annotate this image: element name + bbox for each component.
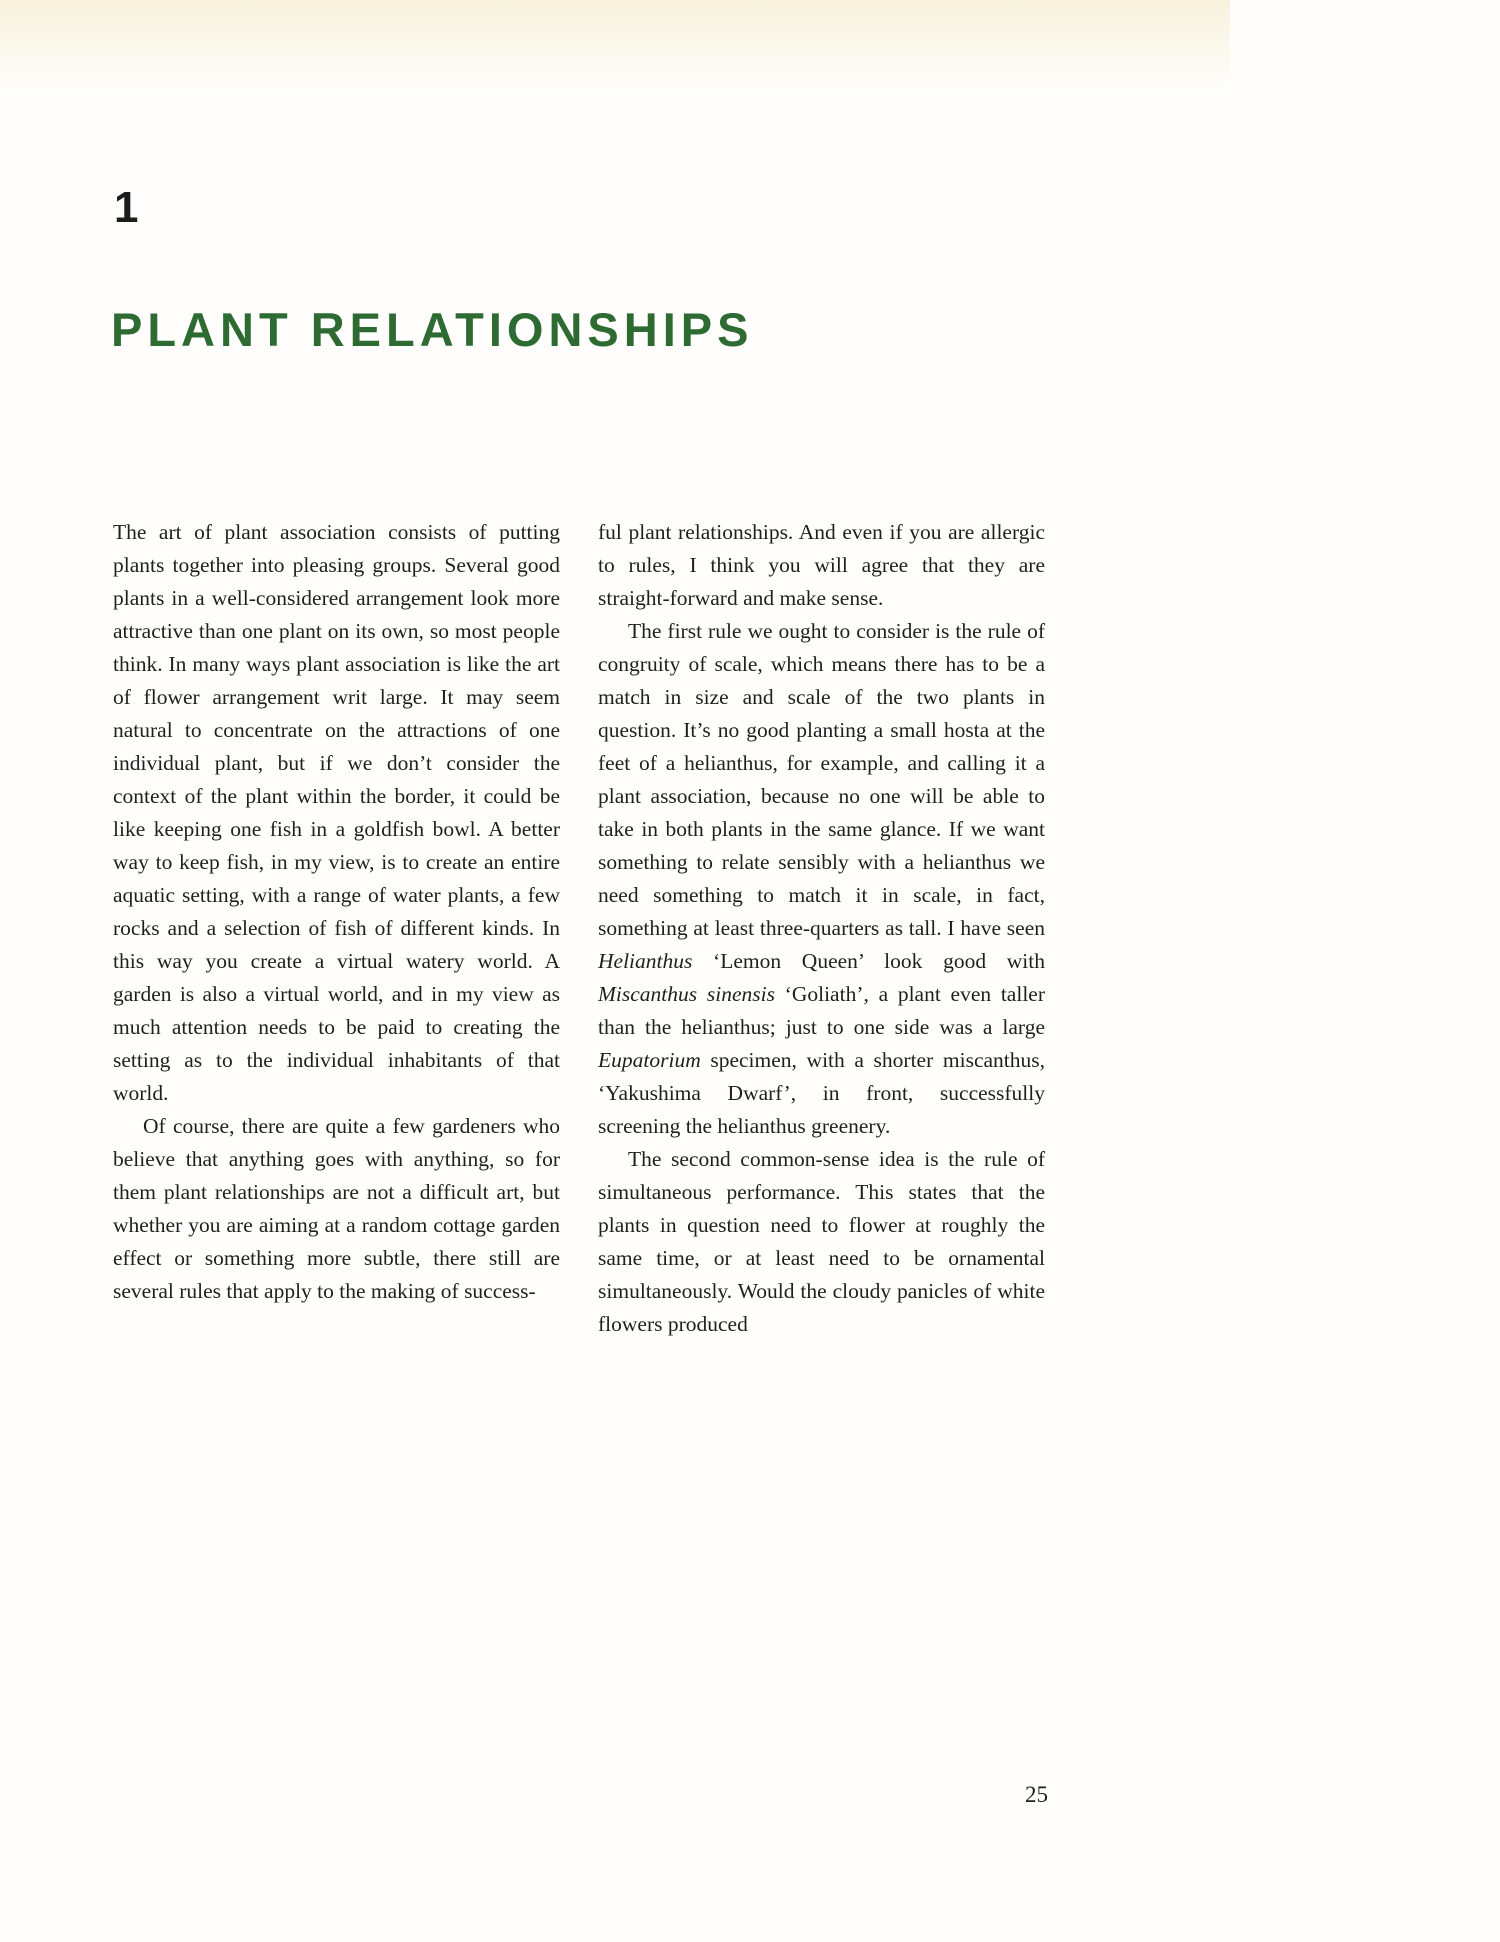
scan-artifact-tint	[0, 0, 1230, 95]
left-column	[113, 516, 560, 1341]
text-run: The art of plant association consists of putting plants together into pleasing groups. Several good plants in a well-considered arrangement look more attractive than one plant on its own, so most people think. In many ways plant association is like the art of flower arrangement writ large. It may seem natural to concentrate on the attractions of one individual plant, but if we don’t consider the context of the plant within the border, it could be like keeping one fish in a goldfish bowl. A better way to keep fish, in my view, is to create an entire aquatic setting, with a range of water plants, a few rocks and a selection of fish of different kinds. In this way you create a virtual watery world. A garden is also a virtual world, and in my view as much attention needs to be paid to creating the setting as to the individual inhabitants of that world.	[113, 520, 560, 1105]
chapter-number: 1	[114, 183, 139, 232]
paragraph	[113, 516, 560, 1110]
text-run: ful plant relationships. And even if you are allergic to rules, I think you will agree that they are straight-forward and make sense.	[598, 520, 1045, 610]
text-run: specimen, with a shorter miscanthus, ‘Yakushima Dwarf’, in front, successfully screening the helianthus greenery.	[598, 1048, 1045, 1138]
body-text	[113, 516, 1045, 1341]
italic-text-run: Eupatorium	[598, 1048, 701, 1072]
paragraph	[113, 1110, 560, 1308]
paragraph	[598, 615, 1045, 1143]
text-run: Of course, there are quite a few gardeners who believe that anything goes with anything, so for them plant relationships are not a difficult art, but whether you are aiming at a random cottage garden effect or something more subtle, there still are several rules that apply to the making of success-	[113, 1114, 560, 1303]
right-column	[598, 516, 1045, 1341]
italic-text-run: Miscanthus sinensis	[598, 982, 775, 1006]
text-run: The second common-sense idea is the rule of simultaneous performance. This states that the plants in question need to flower at roughly the same time, or at least need to be ornamental simultaneously. Would the cloudy panicles of white flowers produced	[598, 1147, 1045, 1336]
text-run: ‘Lemon Queen’ look good with	[692, 949, 1045, 973]
italic-text-run: Helianthus	[598, 949, 693, 973]
paragraph	[598, 516, 1045, 615]
text-run: ‘Goliath’, a plant even taller than the helianthus; just to one side was a large	[598, 982, 1046, 1039]
page-number: 25	[1025, 1782, 1048, 1807]
chapter-title: PLANT RELATIONSHIPS	[111, 303, 754, 356]
paragraph	[598, 1143, 1045, 1341]
text-run: The first rule we ought to consider is the rule of congruity of scale, which means there has to be a match in size and scale of the two plants in question. It’s no good planting a small hosta at the feet of a helianthus, for example, and calling it a plant association, because no one will be able to take in both plants in the same glance. If we want something to relate sensibly with a helianthus we need something to match it in scale, in fact, something at least three-quarters as tall. I have seen	[598, 619, 1045, 940]
